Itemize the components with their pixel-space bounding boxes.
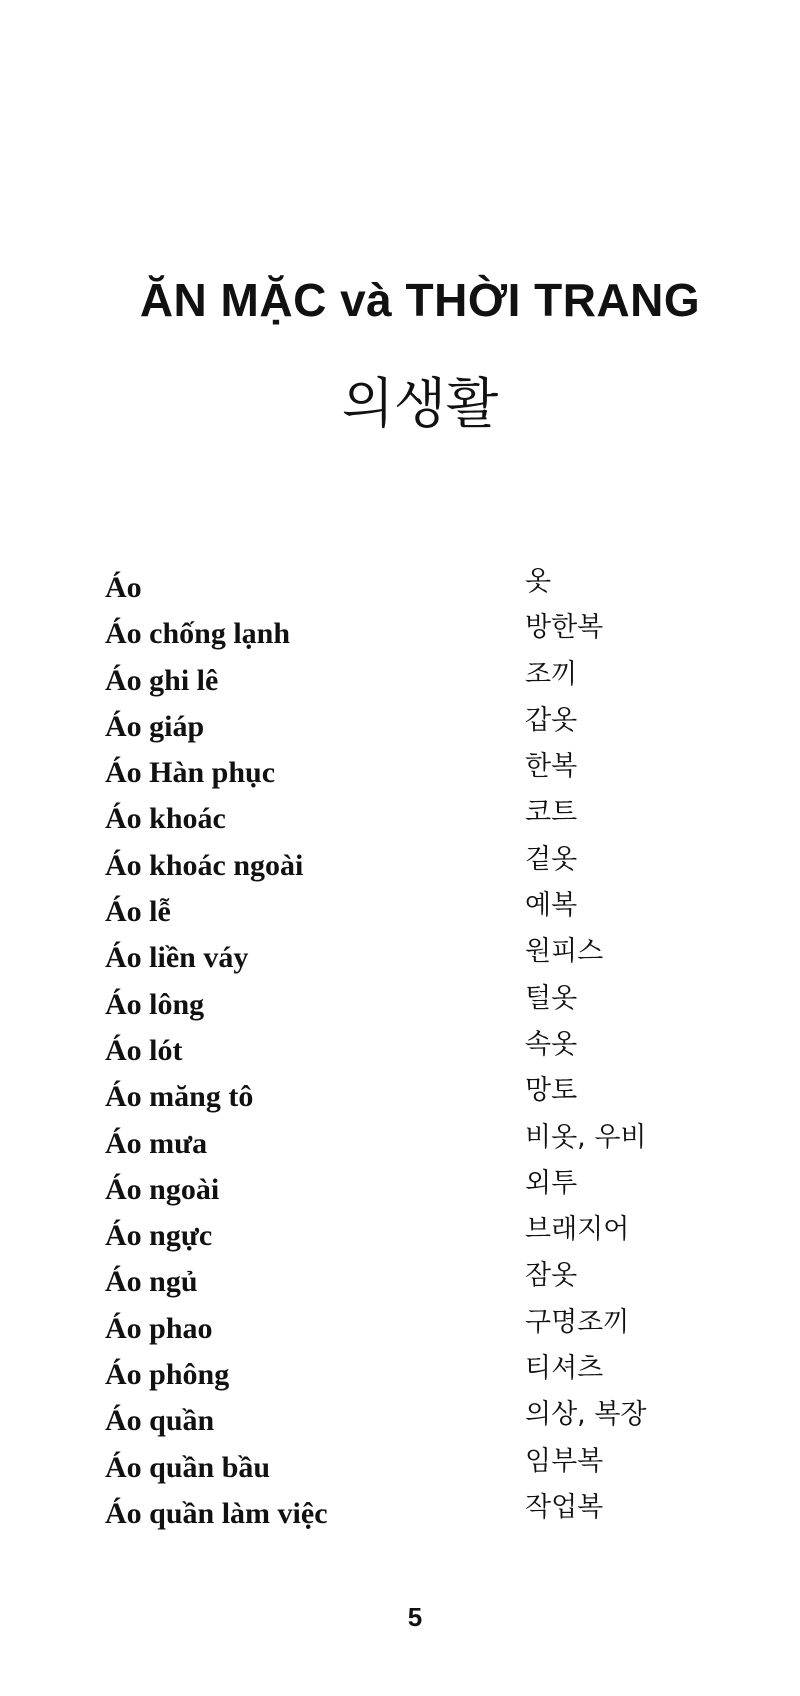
korean-term: 티셔츠: [525, 1353, 604, 1385]
korean-term: 비옷, 우비: [525, 1121, 647, 1153]
vietnamese-term: Áo ngực: [105, 1219, 213, 1253]
vocab-entry: [105, 565, 725, 611]
page-number: 5: [407, 1602, 423, 1632]
korean-term: 방한복: [525, 612, 604, 644]
vietnamese-term: Áo phông: [105, 1358, 230, 1392]
vietnamese-term: Áo măng tô: [105, 1080, 254, 1114]
section-title-vietnamese: ĂN MẶC và THỜI TRANG: [139, 274, 701, 326]
korean-term: 예복: [525, 890, 578, 922]
korean-term: 겉옷: [525, 843, 578, 875]
korean-term: 임부복: [525, 1445, 604, 1477]
korean-term: 잠옷: [525, 1260, 578, 1292]
vietnamese-term: Áo lễ: [105, 895, 171, 929]
vietnamese-term: Áo ngoài: [105, 1172, 220, 1206]
vocabulary-list: [105, 565, 725, 1537]
vocab-entry: [105, 796, 725, 842]
vocab-entry: [105, 1213, 725, 1259]
vietnamese-term: Áo ngủ: [105, 1265, 198, 1299]
korean-term: 망토: [525, 1075, 578, 1107]
vocab-entry: [105, 1121, 725, 1167]
vietnamese-term: Áo quần bầu: [105, 1450, 271, 1484]
vocab-entry: [105, 704, 725, 750]
section-title-korean: 의생활: [341, 372, 499, 435]
vietnamese-term: Áo liền váy: [105, 941, 249, 975]
korean-term: 브래지어: [525, 1214, 630, 1246]
korean-term: 외투: [525, 1167, 578, 1199]
vietnamese-term: Áo: [105, 571, 142, 604]
vocab-entry: [105, 1028, 725, 1074]
vocab-entry: [105, 611, 725, 657]
korean-term: 갑옷: [525, 704, 578, 736]
vietnamese-term: Áo quần làm việc: [105, 1496, 328, 1530]
korean-term: 의상, 복장: [525, 1399, 647, 1431]
korean-term: 털옷: [525, 982, 578, 1014]
vietnamese-term: Áo phao: [105, 1311, 213, 1345]
vocab-entry: [105, 1306, 725, 1352]
korean-term: 속옷: [525, 1028, 578, 1060]
vietnamese-term: Áo khoác ngoài: [105, 848, 304, 882]
vocab-entry: [105, 889, 725, 935]
vietnamese-term: Áo khoác: [105, 802, 226, 836]
vocab-entry: [105, 1398, 725, 1444]
vietnamese-term: Áo quần: [105, 1404, 215, 1438]
vocab-entry: [105, 935, 725, 981]
korean-term: 한복: [525, 751, 578, 783]
korean-term: 조끼: [525, 658, 578, 690]
vietnamese-term: Áo giáp: [105, 709, 205, 743]
korean-term: 코트: [525, 797, 578, 829]
vocab-entry: [105, 1491, 725, 1537]
vietnamese-term: Áo Hàn phục: [105, 756, 276, 790]
vocab-entry: [105, 982, 725, 1028]
korean-term: 옷: [525, 566, 552, 597]
vietnamese-term: Áo ghi lê: [105, 663, 219, 697]
korean-term: 원피스: [525, 936, 604, 968]
vietnamese-term: Áo lót: [105, 1033, 183, 1067]
vocab-entry: [105, 750, 725, 796]
vietnamese-term: Áo mưa: [105, 1126, 208, 1160]
vocab-entry: [105, 1167, 725, 1213]
vocab-entry: [105, 658, 725, 704]
vietnamese-term: Áo chống lạnh: [105, 617, 291, 651]
vocab-entry: [105, 1445, 725, 1491]
vocab-entry: [105, 1259, 725, 1305]
korean-term: 작업복: [525, 1491, 604, 1523]
vocab-entry: [105, 843, 725, 889]
korean-term: 구명조끼: [525, 1306, 630, 1338]
vietnamese-term: Áo lông: [105, 987, 205, 1021]
